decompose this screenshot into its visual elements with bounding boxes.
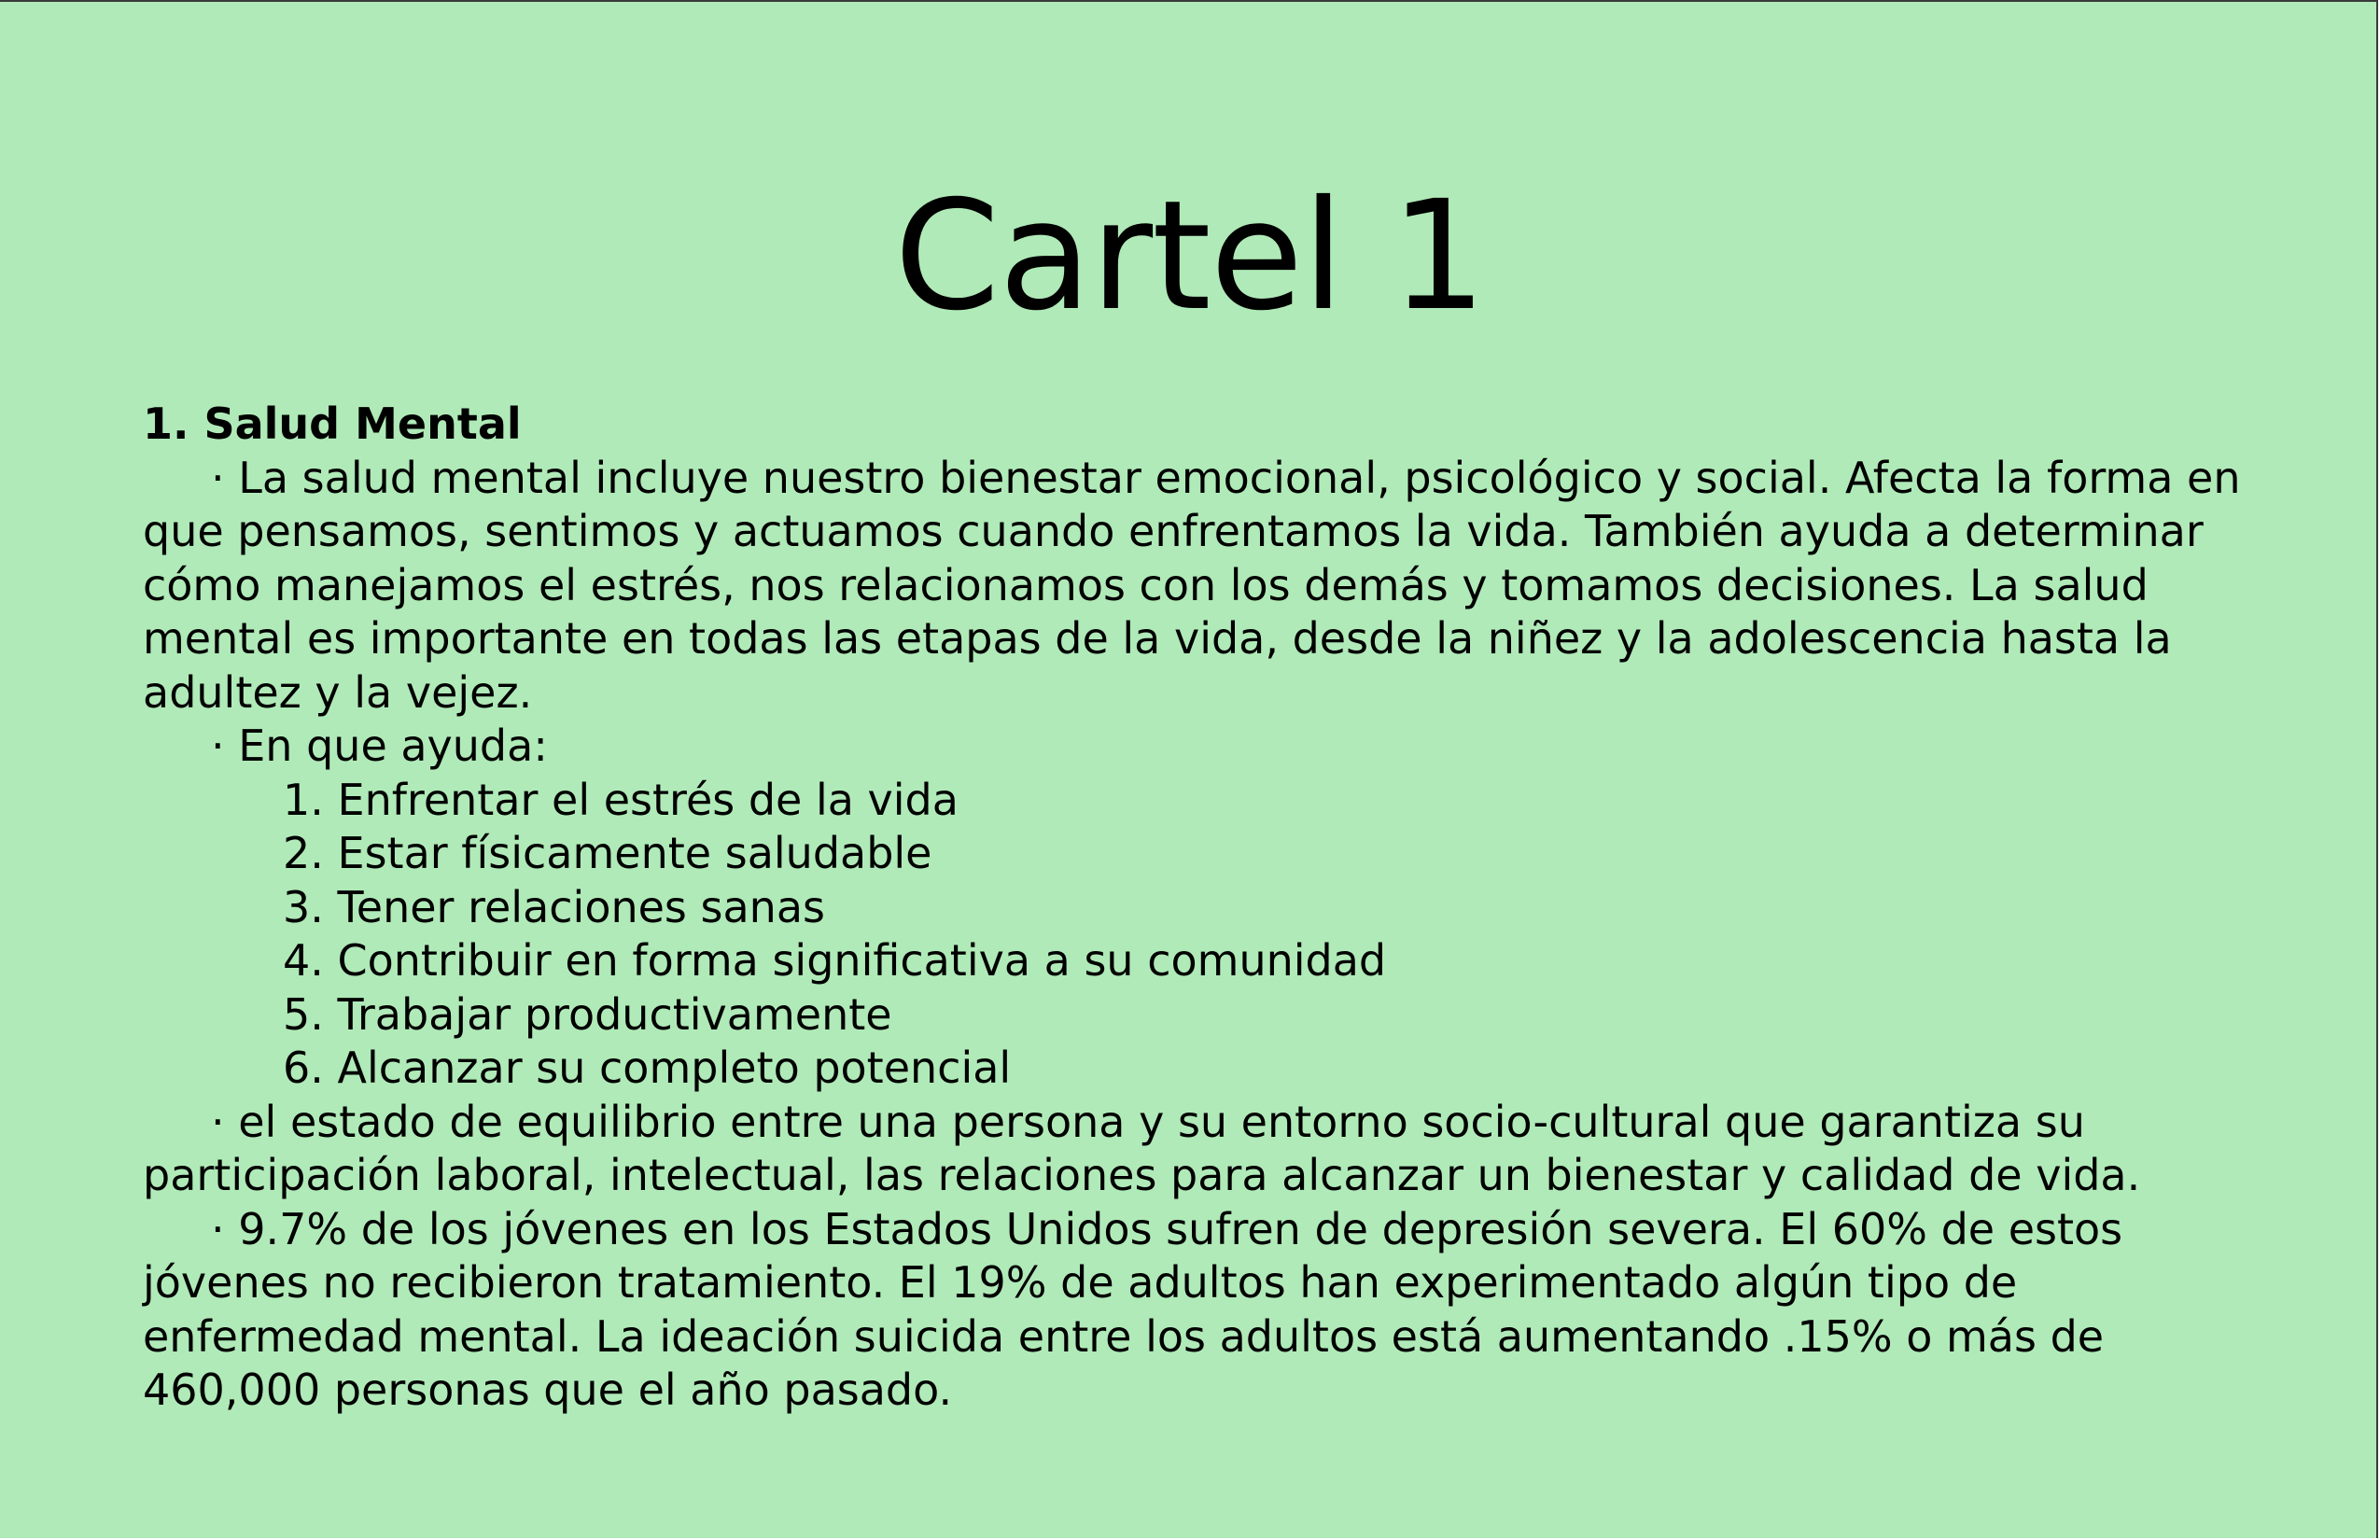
benefits-list <box>143 774 2243 1096</box>
list-item: 5. Trabajar productivamente <box>283 988 892 1040</box>
list-item: 1. Enfrentar el estrés de la vida <box>283 774 959 825</box>
list-item: 6. Alcanzar su completo potencial <box>283 1043 1012 1093</box>
section-heading: 1. Salud Mental <box>143 399 522 449</box>
list-item: 4. Contribuir en forma significativa a su comunidad <box>283 935 1387 986</box>
definition-paragraph: · La salud mental incluye nuestro bienestar emocional, psicológico y social. Afecta la forma en que pensamos, sentimos y actuamos cuando enfrentamos la vida. También ayuda a determinar cómo manejamos el estrés, nos relacionamos con los demás y tomamos decisiones. La salud mental es importante en todas las etapas de la vida, desde la niñez y la adolescencia hasta la adultez y la vejez. <box>143 452 2241 718</box>
list-item: 2. Estar físicamente saludable <box>283 828 932 878</box>
equilibrium-paragraph: · el estado de equilibrio entre una persona y su entorno socio-cultural que garantiza su participación laboral, intelectual, las relaciones para alcanzar un bienestar y calidad de vida. <box>143 1096 2141 1200</box>
poster-body <box>143 398 2243 1418</box>
statistics-paragraph: · 9.7% de los jóvenes en los Estados Unidos sufren de depresión severa. El 60% de estos jóvenes no recibieron tratamiento. El 19% de adultos han experimentado algún tipo de enfermedad mental. La ideación suicida entre los adultos está aumentando .15% o más de 460,000 personas que el año pasado. <box>143 1203 2123 1415</box>
list-item: 3. Tener relaciones sanas <box>283 881 825 932</box>
benefits-label: · En que ayuda: <box>211 721 548 771</box>
poster-title: Cartel 1 <box>894 169 1486 344</box>
